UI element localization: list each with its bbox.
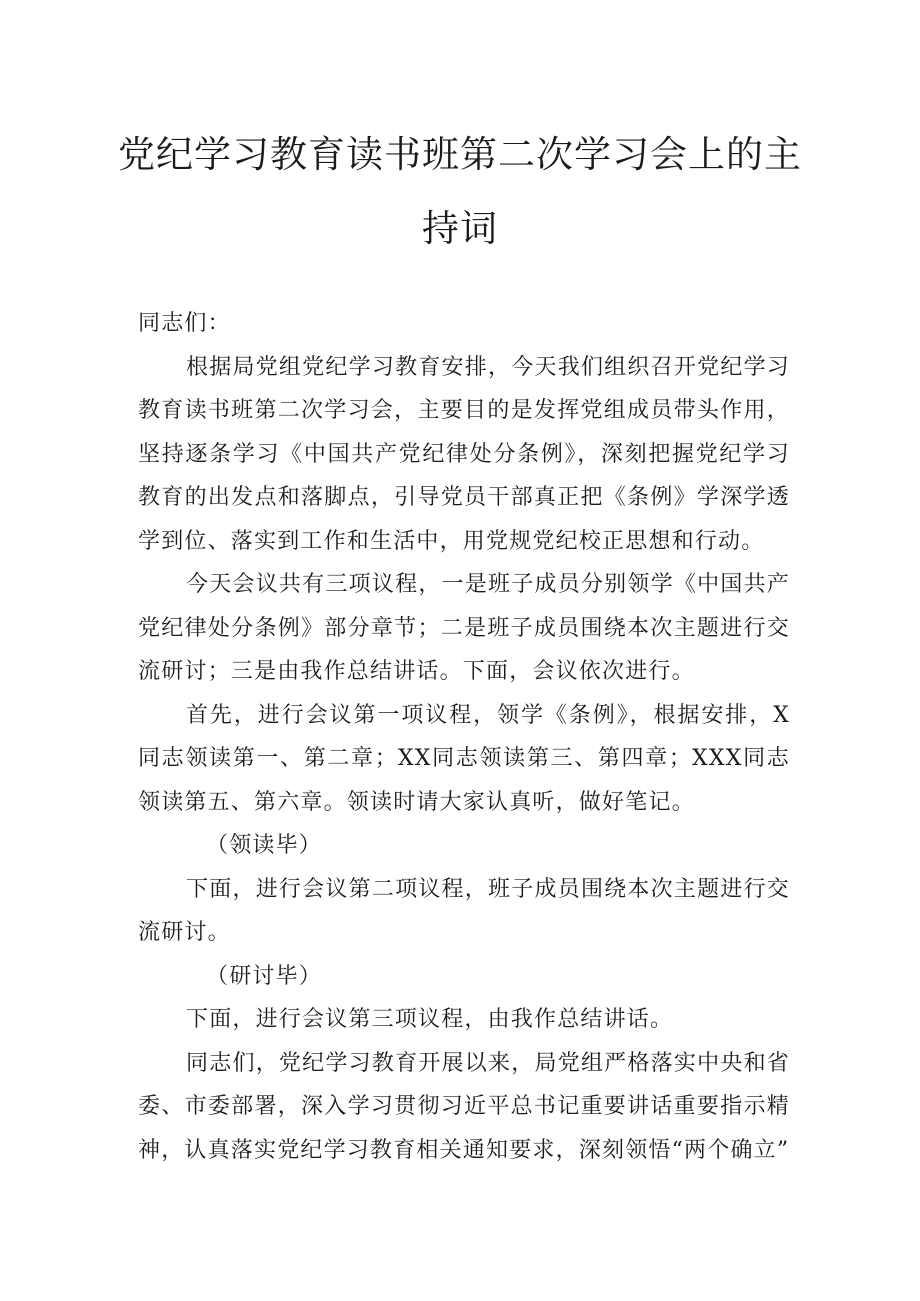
title-line-1: 党纪学习教育读书班第二次学习会上的主 [118,133,802,176]
title-line-2: 持词 [422,207,498,250]
document-body [138,302,790,1172]
paragraph-6: 同志们，党纪学习教育开展以来，局党组严格落实中央和省委、市委部署，深入学习贯彻习近平总书记重要讲话重要指示精神，认真落实党纪学习教育相关通知要求，深刻领悟“两个确立” [138,1050,790,1163]
paragraph-1: 根据局党组党纪学习教育安排，今天我们组织召开党纪学习教育读书班第二次学习会，主要目的是发挥党组成员带头作用，坚持逐条学习《中国共产党纪律处分条例》，深刻把握党纪学习教育的出发点和落脚点，引导党员干部真正把《条例》学深学透学到位、落实到工作和生活中，用党规党纪校正思想和行动。 [138,354,790,554]
salutation: 同志们： [138,311,231,336]
paragraph-2: 今天会议共有三项议程，一是班子成员分别领学《中国共产党纪律处分条例》部分章节；二是班子成员围绕本次主题进行交流研讨；三是由我作总结讲话。下面，会议依次进行。 [138,572,790,684]
paragraph-3: 首先，进行会议第一项议程，领学《条例》，根据安排，X同志领读第一、第二章；XX同志领读第三、第四章；XXX同志领读第五、第六章。领读时请大家认真听，做好笔记。 [138,702,790,815]
paragraph-4: 下面，进行会议第二项议程，班子成员围绕本次主题进行交流研讨。 [138,876,790,945]
document-title [100,118,820,266]
stage-note-reading: （领读毕） [206,833,323,858]
paragraph-5: 下面，进行会议第三项议程，由我作总结讲话。 [186,1007,674,1032]
stage-note-discussion: （研讨毕） [206,963,323,989]
